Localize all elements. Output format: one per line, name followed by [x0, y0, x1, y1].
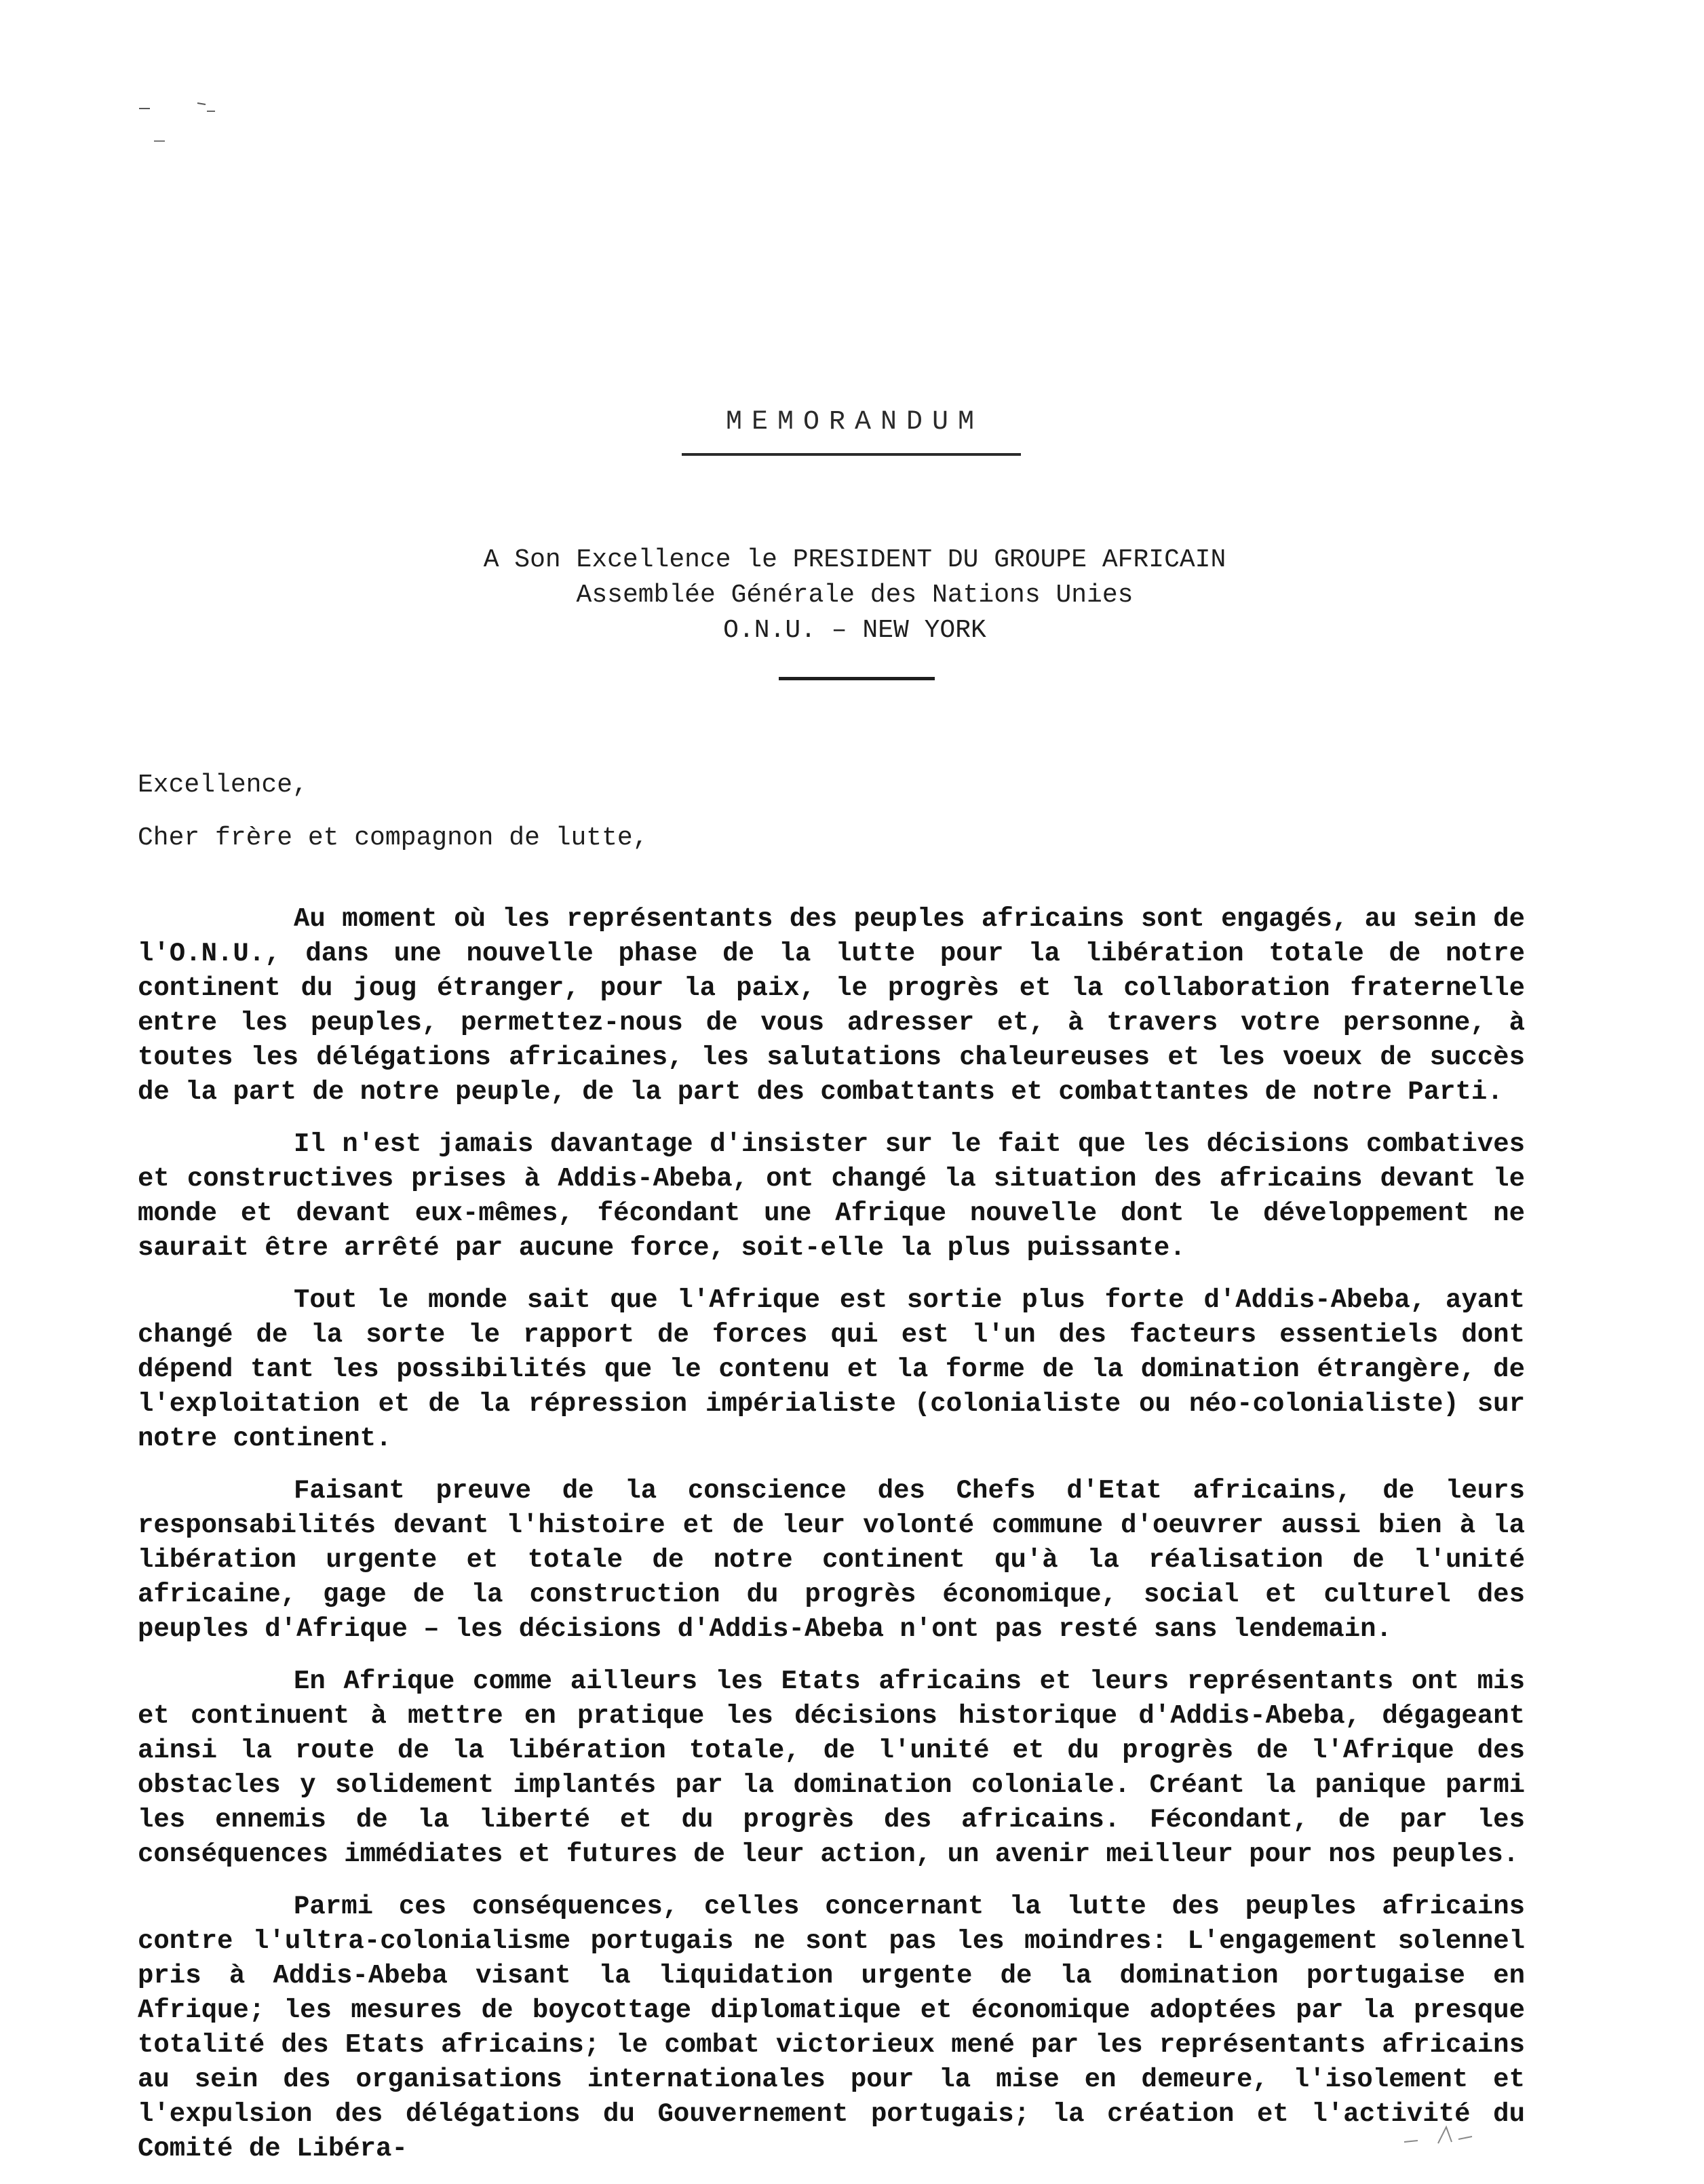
address-rule [779, 677, 935, 680]
address-line-recipient: A Son Excellence le PRESIDENT DU GROUPE AFRICAIN [483, 545, 1226, 574]
title-underline [682, 453, 1021, 456]
letter-body [138, 902, 1525, 2184]
address-line-assembly: Assemblée Générale des Nations Unies [576, 581, 1134, 610]
page-corner-mark [1397, 2122, 1479, 2149]
paragraph: Il n'est jamais davantage d'insister sur le fait que les décisions combatives et constructives prises à Addis-Abeba, ont changé la situation des africains devant le monde et devant eux-mêmes, fécondant une Afrique nouvelle dont le développement ne saurait être arrêté par aucune force, soit-elle la plus puissante. [138, 1129, 1525, 1263]
paragraph: Tout le monde sait que l'Afrique est sortie plus forte d'Addis-Abeba, ayant changé de la sorte le rapport de forces qui est l'un des facteurs essentiels dont dépend tant les possibilités que le contenu et la forme de la domination étrangère, de l'exploitation et de la répression impérialiste (colonialiste ou néo-colonialiste) sur notre continent. [138, 1285, 1525, 1454]
document-title: MEMORANDUM [725, 407, 984, 437]
paragraph: Parmi ces conséquences, celles concernant la lutte des peuples africains contre l'ultra-colonialisme portugais ne sont pas les moindres: L'engagement solennel pris à Addis-Abeba visant la liquidation urgente de la domination portugaise en Afrique; les mesures de boycottage diplomatique et économique adoptées par la presque totalité des Etats africains; le combat victorieux mené par les représentants africains au sein des organisations internationales pour la mise en demeure, l'isolement et l'expulsion des délégations du Gouvernement portugais; la création et l'activité du Comité de Libéra- [138, 1892, 1525, 2164]
scan-specks [132, 95, 227, 149]
paragraph: Faisant preuve de la conscience des Chefs d'Etat africains, de leurs responsabilités devant l'histoire et de leur volonté commune d'oeuvrer aussi bien à la libération urgente et totale de notre continent qu'à la réalisation de l'unité africaine, gage de la construction du progrès économique, social et culturel des peuples d'Afrique – les décisions d'Addis-Abeba n'ont pas resté sans lendemain. [138, 1476, 1525, 1644]
address-block [407, 543, 1302, 648]
salutation-comrade: Cher frère et compagnon de lutte, [138, 823, 648, 853]
address-line-location: O.N.U. – NEW YORK [723, 616, 986, 645]
paragraph: En Afrique comme ailleurs les Etats africains et leurs représentants ont mis et continuent à mettre en pratique les décisions historique d'Addis-Abeba, dégageant ainsi la route de la libération totale, de l'unité et du progrès de l'Afrique des obstacles y solidement implantés par la domination coloniale. Créant la panique parmi les ennemis de la liberté et du progrès des africains. Fécondant, de par les conséquences immédiates et futures de leur action, un avenir meilleur pour nos peuples. [138, 1666, 1525, 1869]
paragraph: Au moment où les représentants des peuples africains sont engagés, au sein de l'O.N.U., dans une nouvelle phase de la lutte pour la libération totale de notre continent du joug étranger, pour la paix, le progrès et la collaboration fraternelle entre les peuples, permettez-nous de vous adresser et, à travers votre personne, à toutes les délégations africaines, les salutations chaleureuses et les voeux de succès de la part de notre peuple, de la part des combattants et combattantes de notre Parti. [138, 904, 1525, 1107]
salutation-excellence: Excellence, [138, 771, 308, 800]
